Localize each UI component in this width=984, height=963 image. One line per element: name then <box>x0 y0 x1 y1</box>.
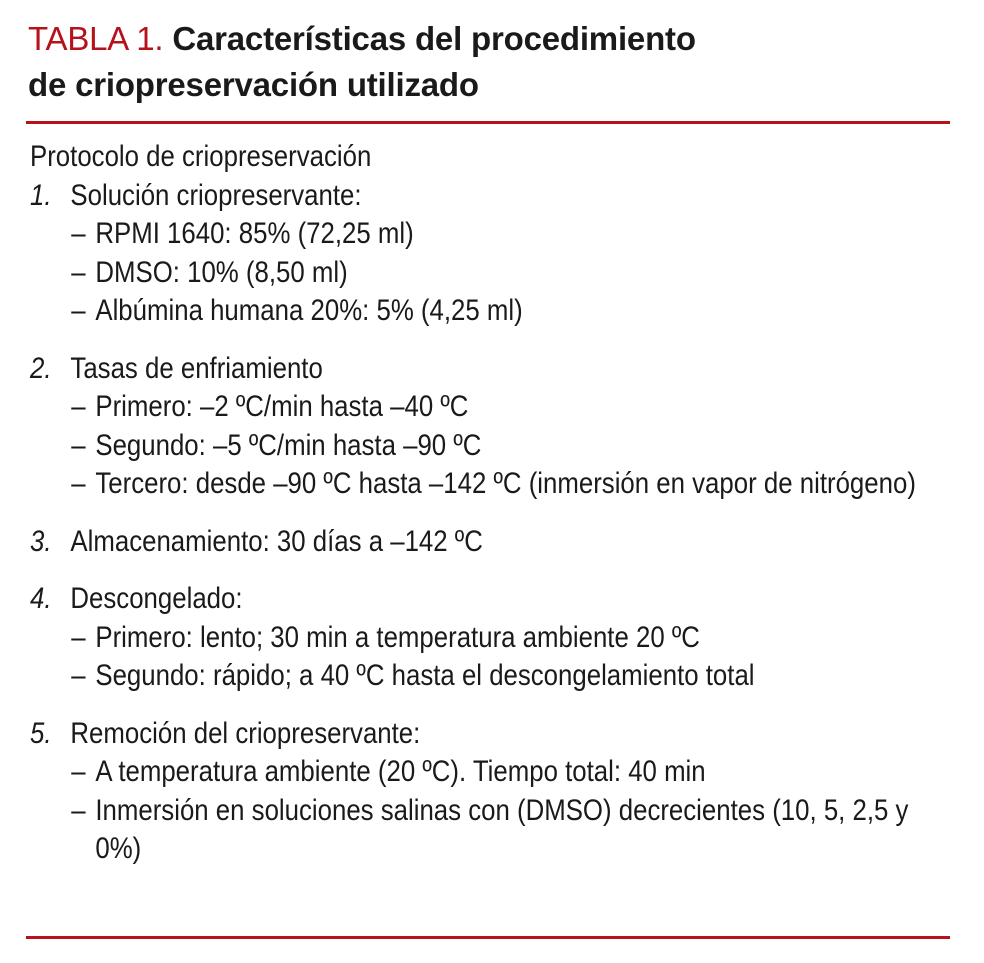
list-item <box>30 792 942 869</box>
table-title <box>28 16 968 108</box>
dash-mark: – <box>71 659 86 692</box>
subitem-text: A temperatura ambiente (20 ºC). Tiempo total: 40 min <box>95 755 706 788</box>
subitem-text: Albúmina humana 20%: 5% (4,25 ml) <box>95 294 523 327</box>
list-item <box>30 465 942 504</box>
protocol-item-3 <box>30 523 942 562</box>
item-number: 2. <box>30 351 52 385</box>
item-number: 4. <box>30 582 52 615</box>
dash-mark: – <box>71 620 86 654</box>
dash-mark: – <box>71 755 86 788</box>
item-text: Solución criopreservante: <box>70 178 362 212</box>
dash-mark: – <box>71 793 86 827</box>
list-item <box>30 619 942 658</box>
protocol-item-4 <box>30 580 942 696</box>
item-number: 3. <box>30 524 52 558</box>
list-item <box>30 215 942 254</box>
table-title-line-2: de criopreservación utilizado <box>28 66 479 103</box>
list-item <box>30 427 942 466</box>
subitem-text: Segundo: –5 ºC/min hasta –90 ºC <box>95 428 482 462</box>
item-number: 5. <box>30 716 52 750</box>
list-item <box>30 292 942 331</box>
subitem-text: Primero: –2 ºC/min hasta –40 ºC <box>95 390 469 423</box>
subitem-text: Tercero: desde –90 ºC hasta –142 ºC (inmersión en vapor de nitrógeno) <box>95 467 916 500</box>
item-number: 1. <box>30 178 52 212</box>
protocol-item-2 <box>30 350 942 504</box>
list-item <box>30 753 942 792</box>
item-text: Tasas de enfriamiento <box>70 351 323 385</box>
list-item <box>30 254 942 293</box>
subitem-text: RPMI 1640: 85% (72,25 ml) <box>95 217 414 250</box>
protocol-heading: Protocolo de criopreservación <box>30 140 372 173</box>
dash-mark: – <box>71 294 86 327</box>
subitem-text: DMSO: 10% (8,50 ml) <box>95 255 348 289</box>
dash-mark: – <box>71 217 86 250</box>
subitem-text: Inmersión en soluciones salinas con (DMSO) decrecientes (10, 5, 2,5 y 0%) <box>95 793 909 865</box>
dash-mark: – <box>71 255 86 289</box>
protocol-item-1 <box>30 177 942 331</box>
top-divider <box>26 121 950 124</box>
list-item <box>30 657 942 696</box>
table-body <box>30 138 942 869</box>
protocol-item-5 <box>30 715 942 869</box>
list-item <box>30 388 942 427</box>
dash-mark: – <box>71 390 86 423</box>
item-text: Almacenamiento: 30 días a –142 ºC <box>70 524 483 558</box>
table-title-line-1: Características del procedimiento <box>172 20 696 57</box>
subitem-text: Segundo: rápido; a 40 ºC hasta el descongelamiento total <box>95 659 755 692</box>
item-text: Remoción del criopreservante: <box>70 716 421 750</box>
dash-mark: – <box>71 428 86 462</box>
bottom-divider <box>26 936 950 939</box>
dash-mark: – <box>71 467 86 500</box>
subitem-text: Primero: lento; 30 min a temperatura ambiente 20 ºC <box>95 620 700 654</box>
item-text: Descongelado: <box>70 582 243 615</box>
table-label: TABLA 1. <box>28 20 164 57</box>
